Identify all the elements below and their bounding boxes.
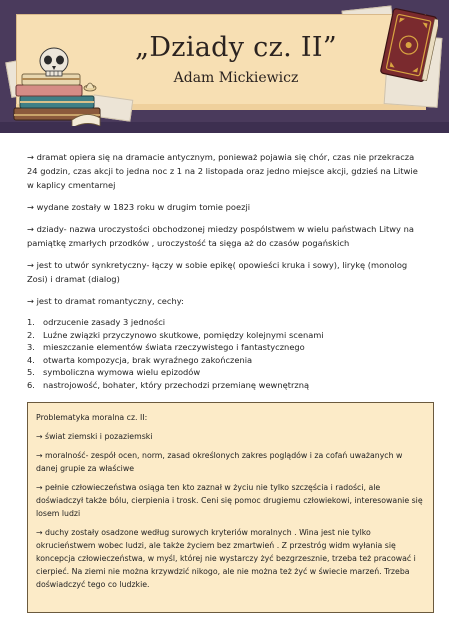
ornate-book-icon bbox=[378, 6, 438, 90]
page-title: „Dziady cz. II” bbox=[135, 32, 337, 63]
paragraph-dziady-definition: → dziady- nazwa uroczystości obchodzonej miedzy pospólstwem w wielu państwach Litwy na pamiątkę zmarłych przodków , uroczystość ta sięga aż do czasów pogańskich bbox=[27, 224, 414, 248]
list-item: 2. Luźne związki przyczynowo skutkowe, pomiędzy kolejnymi scenami bbox=[27, 329, 324, 340]
paragraph-romantic-drama: → jest to dramat romantyczny, cechy: bbox=[27, 296, 184, 306]
box-paragraph-humanity: → pełnie człowieczeństwa osiąga ten kto zaznał w życiu nie tylko szczęścia i radości, ale doświadczył także bólu, cierpienia i trosk. Ceni się pomoc drugiemu człowiekowi, interesowanie się losem ludzi bbox=[36, 483, 423, 518]
list-item: 3. mieszczanie elementów świata rzeczywistego i fantastycznego bbox=[27, 342, 305, 352]
romantic-features-list bbox=[27, 316, 427, 391]
box-paragraph-worlds: → świat ziemski i pozaziemski bbox=[36, 432, 153, 441]
list-item: 6. nastrojowość, bohater, który przechodzi przemianę wewnętrzną bbox=[27, 379, 310, 390]
box-paragraph-ghosts: → duchy zostały osadzone według surowych kryteriów moralnych . Wina jest nie tylko okrucieństwem wobec ludzi, ale także życiem bez zmartwień . Z przestróg widm wyłania się koncepcja człowieczeństwa, w myśl, której nie wystarczy żyć bezgrzesznie, trzeba też pracować i cierpieć. Na ziemi nie można krzywdzić nikogo, ale nie można też żyć w świecie marzeń. Trzeba doświadczyć tego co ludzkie. bbox=[36, 528, 416, 589]
notes-content bbox=[27, 150, 427, 399]
list-item: 1. odrzucenie zasady 3 jedności bbox=[27, 317, 166, 327]
header-banner bbox=[0, 0, 449, 133]
list-item: 4. otwarta kompozycja, brak wyraźnego zakończenia bbox=[27, 354, 253, 365]
moral-problems-box bbox=[27, 402, 434, 613]
paragraph-antique-drama: → dramat opiera się na dramacie antycznym, ponieważ pojawia się chór, czas nie przekracza 24 godzin, czas akcji to jedna noc z 1 na 2 listopada oraz jedno miejsce akcji, gdzieś na Litwie w kaplicy cmentarnej bbox=[27, 152, 418, 190]
box-heading: Problematyka moralna cz. II: bbox=[36, 413, 148, 422]
list-item: 5. symboliczna wymowa wielu epizodów bbox=[27, 367, 201, 377]
paragraph-syncretic: → jest to utwór synkretyczny- łączy w sobie epikę( opowieści kruka i sowy), lirykę (monolog Zosi) i dramat (dialog) bbox=[27, 260, 408, 284]
author-name: Adam Mickiewicz bbox=[173, 70, 299, 86]
paragraph-publication: → wydane zostały w 1823 roku w drugim tomie poezji bbox=[27, 202, 251, 212]
box-paragraph-morality: → moralność- zespół ocen, norm, zasad określonych zakres poglądów i za cofań uważanych w danej grupie za właściwe bbox=[36, 451, 403, 473]
book-stack-icon bbox=[10, 44, 106, 126]
